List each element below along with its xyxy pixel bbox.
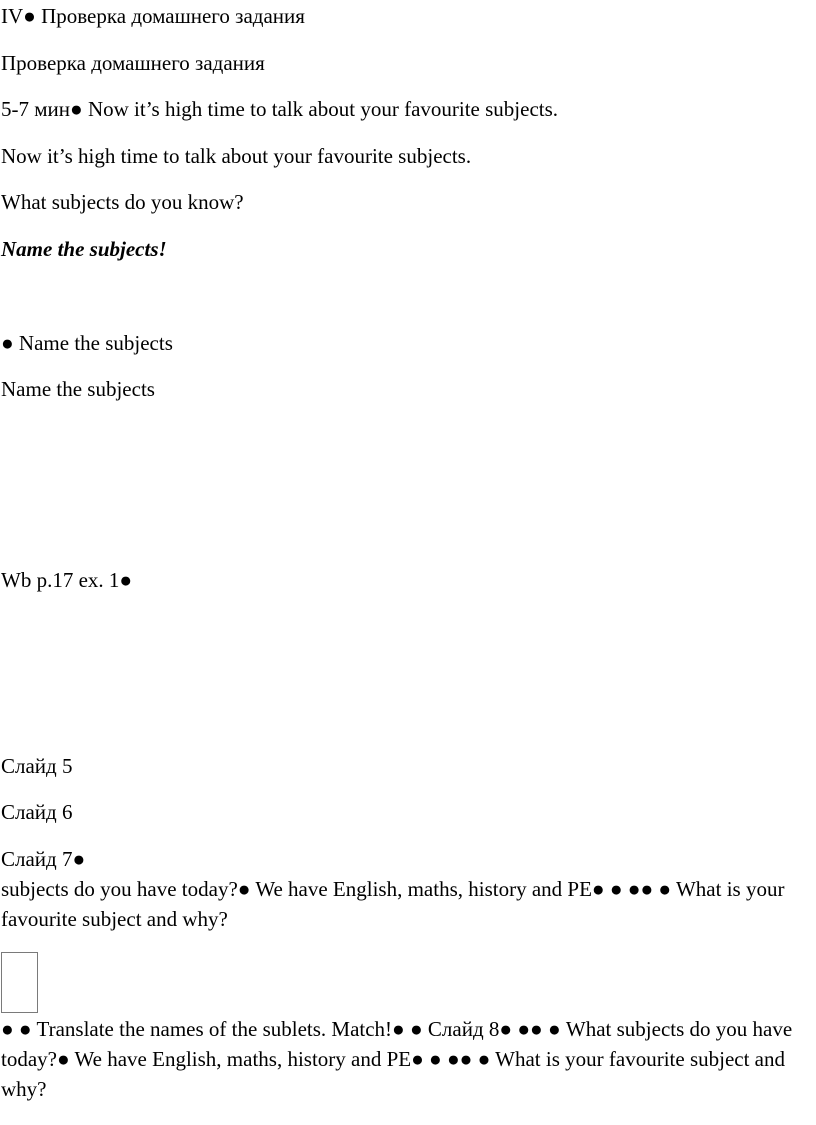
text-bullet-name-subjects: ● Name the subjects: [1, 331, 173, 355]
text-slide-6: Слайд 6: [1, 800, 73, 824]
text-workbook-exercise: Wb p.17 ex. 1●: [1, 568, 133, 592]
text-name-subjects: Name the subjects: [1, 377, 155, 401]
text-question-subjects: What subjects do you know?: [1, 190, 244, 214]
text-slide-7: Слайд 7●: [1, 847, 86, 871]
heading-homework-check: IV● Проверка домашнего задания: [1, 4, 305, 28]
text-paragraph-translate-match: ● ● Translate the names of the sublets. Match!● ● Слайд 8● ●● ● What subjects do you have today?● We have English, maths, history and PE● ● ●● ● What is your favourite subject and why?: [1, 1017, 793, 1101]
image-placeholder-frame: [1, 952, 38, 1013]
text-slide-5: Слайд 5: [1, 754, 73, 778]
text-time-and-intro: 5-7 мин● Now it’s high time to talk about your favourite subjects.: [1, 97, 559, 121]
text-homework-check: Проверка домашнего задания: [1, 51, 265, 75]
text-name-subjects-emphasis: Name the subjects!: [1, 237, 167, 261]
text-intro: Now it’s high time to talk about your favourite subjects.: [1, 144, 472, 168]
text-paragraph-subjects-today: subjects do you have today?● We have English, maths, history and PE● ● ●● ● What is your favourite subject and why?: [1, 877, 785, 931]
